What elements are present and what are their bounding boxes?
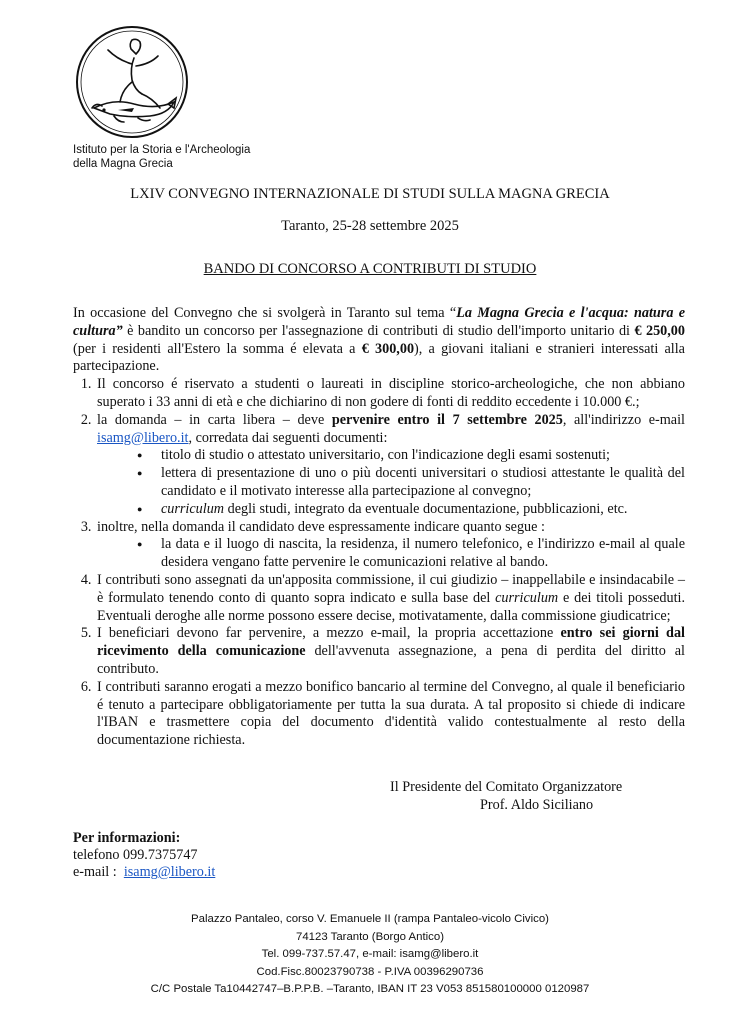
required-info-item: ● la data e il luogo di nascita, la residenza, il numero telefonico, e l'indirizzo e-mail al quale desidera vengano fatte pervenire le comunicazioni relative al bando.	[137, 536, 685, 572]
info-heading: Per informazioni:	[73, 830, 181, 846]
rule-3-text: inoltre, nella domanda il candidato deve espressamente indicare quanto segue :	[97, 518, 545, 535]
intro-text-a: In occasione del Convegno che si svolgerà in Taranto sul tema “	[73, 305, 457, 321]
email-link[interactable]: isamg@libero.it	[97, 429, 189, 446]
intro-paragraph	[73, 305, 685, 376]
footer-line-5: C/C Postale Ta10442747–B.P.P.B. –Taranto, IBAN IT 23 V053 851580100000 0120987	[150, 983, 590, 996]
acceptance-deadline: entro sei giorni dal ricevimento della comunicazione	[97, 625, 685, 660]
document-item-text: degli studi, integrato da eventuale documentazione, pubblicazioni, etc.	[224, 500, 628, 517]
required-info-list	[97, 536, 685, 572]
document-item: ● titolo di studio o attestato universitario, con l'indicazione degli esami sostenuti;	[137, 447, 685, 465]
institute-line-2: della Magna Grecia	[73, 158, 173, 170]
date-place: Taranto, 25-28 settembre 2025	[281, 218, 459, 234]
amount-abroad: € 300,00	[361, 340, 415, 357]
bando-body	[73, 305, 685, 750]
info-email-row	[73, 864, 215, 881]
signature-block	[390, 778, 622, 814]
footer-line-4: Cod.Fisc.80023790738 - P.IVA 00396290736	[256, 965, 484, 978]
rule-2-text-b: , all'indirizzo e-mail	[562, 411, 685, 428]
bando-title: BANDO DI CONCORSO A CONTRIBUTI DI STUDIO	[203, 261, 537, 277]
institute-name	[73, 143, 250, 171]
rule-5-text-b: dell'avvenuta assegnazione, a pena di perdita del diritto al contributo.	[97, 643, 686, 677]
amount-unit: € 250,00	[634, 322, 685, 339]
convegno-title: LXIV CONVEGNO INTERNAZIONALE DI STUDI SULLA MAGNA GRECIA	[130, 186, 610, 202]
signature-role: Il Presidente del Comitato Organizzatore	[390, 779, 623, 795]
rule-6-text: I contributi saranno erogati a mezzo bonifico bancario al termine del Convegno, al quale il beneficiario é tenuto a partecipare obbligatoriamente per tutta la sua durata. A tal proposito si chiede di indicare l'IBAN e trasmettere copia del documento d'identità valido contestualmente al resto della documentazione richiesta.	[97, 678, 685, 749]
info-phone: telefono 099.7375747	[73, 847, 198, 863]
convegno-theme: La Magna Grecia e l'acqua: natura e cultura”	[73, 305, 685, 339]
intro-text-c: (per i residenti all'Estero la somma é elevata a	[73, 340, 362, 357]
rule-3	[95, 519, 685, 572]
footer-line-1: Palazzo Pantaleo, corso V. Emanuele II (rampa Pantaleo-vicolo Civico)	[191, 913, 549, 925]
rule-5	[95, 625, 685, 678]
footer-line-2: 74123 Taranto (Borgo Antico)	[296, 930, 444, 943]
rule-1-text: Il concorso é riservato a studenti o laureati in discipline storico-archeologiche, che non abbiano superato i 33 anni di età e che dichiarino di non godere di fonti di reddito eccedente i 10.000 €.;	[97, 376, 685, 410]
footer-address	[0, 911, 740, 999]
signature-name: Prof. Aldo Siciliano	[480, 797, 594, 813]
intro-text-d: ), a giovani italiani e stranieri interessati alla partecipazione.	[73, 340, 685, 375]
intro-text-b: è bandito un concorso per l'assegnazione di contributi di studio dell'importo unitario di	[122, 322, 635, 339]
deadline: pervenire entro il 7 settembre 2025	[331, 411, 563, 428]
rule-6	[95, 679, 685, 750]
document-item	[137, 501, 685, 519]
footer-line-3: Tel. 099-737.57.47, e-mail: isamg@libero.it	[261, 948, 479, 961]
institute-line-1: Istituto per la Storia e l'Archeologia	[73, 144, 251, 156]
rule-2-text-a: la domanda – in carta libera – deve	[97, 411, 332, 428]
rule-1	[95, 376, 685, 412]
rule-4-text-b: e dei titoli posseduti. Eventuali deroghe alle norme possono essere decise, motivatamente, dalla commissione giudicatrice;	[97, 589, 686, 624]
contact-info	[73, 830, 215, 881]
rule-4	[95, 572, 685, 625]
rule-5-text-a: I beneficiari devono far pervenire, a mezzo e-mail, la propria accettazione	[97, 625, 561, 642]
rule-4-text-a: I contributi sono assegnati da un'apposita commissione, il cui giudizio – inappellabile e insindacabile – è formulato tenendo conto di quanto sopra indicato e sulla base del	[97, 571, 685, 606]
info-email-link[interactable]: isamg@libero.it	[123, 864, 216, 880]
curriculum-word: curriculum	[161, 500, 225, 517]
curriculum-word: curriculum	[495, 589, 559, 606]
document-item: ● lettera di presentazione di uno o più docenti universitari o studiosi attestante le qualità del candidato e il motivato interesse alla partecipazione al convegno;	[137, 465, 685, 501]
rule-2-text-c: , corredata dai seguenti documenti:	[188, 429, 388, 446]
documents-list	[97, 447, 685, 518]
info-email-label: e-mail :	[73, 864, 124, 880]
rule-2	[95, 412, 685, 519]
rules-list	[73, 376, 685, 750]
institute-logo	[74, 24, 190, 140]
